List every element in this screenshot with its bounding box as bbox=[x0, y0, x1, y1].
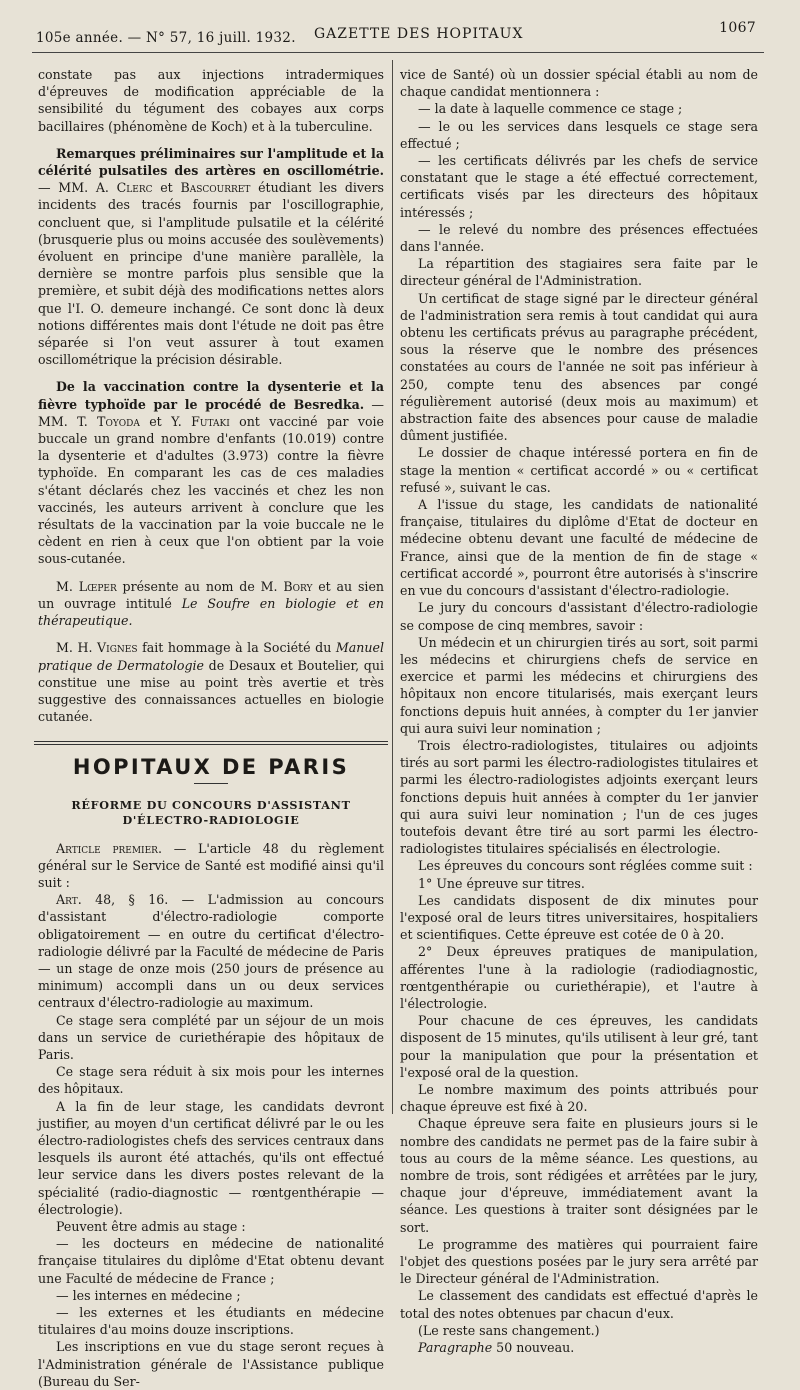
column-divider bbox=[392, 60, 393, 1114]
article-48: Art. 48, § 16. — L'admission au concours d'assistant d'électro-radiologie comporte obligatoirement — en outre du certificat d'électro-radiologie délivré par la Faculté de médecine de Paris — un stage de onze mois (250 jours de présence au minimum) accompli dans un ou deux services centraux d'électro-radiologie au maximum. bbox=[38, 892, 384, 1011]
paragraph: Le nombre maximum des points attribués pour chaque épreuve est fixé à 20. bbox=[400, 1081, 758, 1115]
remarques-title: Remarques préliminaires sur l'amplitude et la célérité pulsatiles des artères en oscillométrie. bbox=[38, 145, 384, 179]
paragraph: Pour chacune de ces épreuves, les candidats disposent de 15 minutes, qu'ils utilisent à leur gré, tant pour la manipulation que pour la présentation et l'exposé oral de la question. bbox=[400, 1013, 758, 1080]
paragraph: Un médecin et un chirurgien tirés au sort, soit parmi les médecins et chirurgiens chefs de service en exercice et parmi les médecins et chirurgiens des hôpitaux non encore titularisés, mais exerçant leurs fonctions depuis huit années, à compter du 1er janvier qui aura suivi leur nomination ; bbox=[400, 634, 758, 736]
paragraph: Trois électro-radiologistes, titulaires ou adjoints tirés au sort parmi les électro-radiologistes titulaires et parmi les électro-radiologistes adjoints exerçant leurs fonctions depuis huit années à compter du 1er janvier qui aura suivi leur nomination ; l'un de ces juges toutefois devant être tiré au sort parmi les électro-radiologistes titulaires spécialisés en électrologie. bbox=[400, 737, 758, 857]
journal-title: GAZETTE DES HOPITAUX bbox=[314, 26, 524, 42]
paragraph: Le programme des matières qui pourraient faire l'objet des questions posées par le jury sera arrêté par le Directeur général de l'Administration. bbox=[400, 1236, 758, 1287]
issue-info: 105e année. — N° 57, 16 juill. 1932. bbox=[36, 30, 296, 46]
vaccination-paragraph: De la vaccination contre la dysenterie et la fièvre typhoïde par le procédé de Besredka. — MM. T. Toyoda et Y. Futaki ont vacciné par voie buccale un grand nombre d'enfants (10.019) contre la dysenterie et d'adultes (3.973) contre la fièvre typhoïde. En comparant les cas de ces maladies s'étant déclarés chez les vaccinés et chez les non vaccinés, les auteurs arrivent à conclure que les résultats de la vaccination par la voie buccale ne le cèdent en rien à ceux que l'on obtient par la voie sous-cutanée. bbox=[38, 379, 385, 567]
paragraph: Le jury du concours d'assistant d'électro-radiologie se compose de cinq membres, savoir : bbox=[400, 600, 758, 633]
paragraph: Un certificat de stage signé par le directeur général de l'administration sera remis à tout candidat qui aura obtenu les certificats prévus au paragraphe précédent, sous la réserve que le nombre des présences constatées au cours de l'année ne soit pas inférieur à 250, compte tenu des absences par congé régulièrement autorisé (deux mois au maximum) et abstraction faite des absences pour cause de maladie dûment justifiée. bbox=[400, 290, 758, 444]
author-name: Clerc bbox=[116, 180, 153, 196]
remarques-paragraph: Remarques préliminaires sur l'amplitude et la célérité pulsatiles des artères en oscillométrie. — MM. A. Clerc et Bascourret étudiant les divers incidents des tracés fournis par l'oscillographie, concluent que, si l'amplitude pulsatile et la célérité (brusquerie plus ou moins accusée des soulèvements) évoluent en principe d'une manière parallèle, la dernière se montre parfois plus sensible que la première, et subit déjà des modifications nettes alors que l'I. O. demeure inchangé. Ce sont donc là deux notions différentes mais dont l'étude ne doit pas être séparée si l'on veut assurer à tout examen oscillométrique la précision désirable. bbox=[38, 145, 384, 368]
vignes-paragraph: M. H. Vignes fait hommage à la Société du Manuel pratique de Dermatologie de Desaux et Boutelier, qui constitue une mise au point très avertie et très suggestive des connaissances actuelles en biologie cutanée. bbox=[38, 640, 384, 725]
paragraph: A la fin de leur stage, les candidats devront justifier, au moyen d'un certificat délivré par le ou les électro-radiologistes chefs des services centraux dans lesquels ils auront été attachés, qu'ils ont effectué leur service dans les divers postes relevant de la spécialité (radio-diagnostic — rœntgenthérapie — électrologie). bbox=[38, 1098, 384, 1217]
paragraph: Chaque épreuve sera faite en plusieurs jours si le nombre des candidats ne permet pas de la faire subir à tous au cours de la même séance. Les questions, au nombre de trois, sont rédigées et arrêtées par le jury, chaque jour d'épreuve, immédiatement avant la séance. Les questions à traiter sont désignées par le sort. bbox=[400, 1116, 758, 1235]
paragraph: Les épreuves du concours sont réglées comme suit : bbox=[418, 858, 753, 874]
author-name: Futaki bbox=[191, 413, 230, 429]
paragraph: — les internes en médecine ; bbox=[56, 1287, 241, 1303]
section-separator bbox=[34, 741, 388, 745]
right-column bbox=[400, 66, 758, 1356]
paragraph: — les certificats délivrés par les chefs de service constatant que le stage a été effectué correctement, certificats visés par les directeurs des hôpitaux intéressés ; bbox=[400, 153, 758, 220]
paragraph: 1° Une épreuve sur titres. bbox=[418, 875, 585, 891]
header-rule bbox=[32, 52, 764, 53]
vaccination-title: De la vaccination contre la dysenterie et la fièvre typhoïde par le procédé de Besredka. bbox=[38, 379, 384, 412]
book-title: Le Soufre en biologie et en thérapeutique. bbox=[38, 595, 384, 629]
intro-paragraph: constate pas aux injections intradermiques d'épreuves de modification appréciable de la sensibilité du tégument des cobayes aux corps bacillaires (phénomène de Koch) et à la tuberculine. bbox=[38, 67, 384, 134]
left-paragraphs bbox=[38, 1012, 384, 1390]
page-header bbox=[36, 18, 756, 46]
article-premier: Article premier. — L'article 48 du règlement général sur le Service de Santé est modifié ainsi qu'il suit : bbox=[38, 840, 384, 890]
author-name: Toyoda bbox=[97, 413, 140, 429]
paragraph: 2° Deux épreuves pratiques de manipulation, afférentes l'une à la radiologie (radiodiagnostic, rœntgenthérapie ou curiethérapie), et l'autre à l'électrologie. bbox=[400, 944, 758, 1011]
paragraph: A l'issue du stage, les candidats de nationalité française, titulaires du diplôme d'Etat de docteur en médecine obtenu devant une faculté de médecine de France, ainsi que de la mention de fin de stage « certificat accordé », pourront être autorisés à s'inscrire en vue du concours d'assistant d'électro-radiologie. bbox=[400, 497, 758, 599]
author-name: Lœper bbox=[78, 578, 117, 594]
paragraph: — les docteurs en médecine de nationalité française titulaires du diplôme d'Etat obtenu devant une Faculté de médecine de France ; bbox=[38, 1236, 384, 1286]
paragraph: Peuvent être admis au stage : bbox=[56, 1218, 246, 1234]
subheading: RÉFORME DU CONCOURS D'ASSISTANT D'ÉLECTRO-RADIOLOGIE bbox=[71, 797, 351, 827]
right-paragraphs bbox=[400, 66, 758, 1339]
author-name: Bascourret bbox=[180, 180, 251, 196]
paragraph: — le relevé du nombre des présences effectuées dans l'année. bbox=[400, 221, 758, 255]
paragraph: La répartition des stagiaires sera faite par le directeur général de l'Administration. bbox=[400, 256, 758, 289]
section-title: HOPITAUX DE PARIS bbox=[72, 755, 350, 780]
paragraph: Le dossier de chaque intéressé portera en fin de stage la mention « certificat accordé » ou « certificat refusé », suivant le cas. bbox=[400, 445, 758, 495]
paragraph: — le ou les services dans lesquels ce stage sera effectué ; bbox=[400, 118, 758, 151]
paragraph: — la date à laquelle commence ce stage ; bbox=[418, 101, 683, 117]
author-name: Bory bbox=[283, 578, 313, 594]
paragraph: Ce stage sera réduit à six mois pour les internes des hôpitaux. bbox=[38, 1064, 384, 1097]
author-name: Vignes bbox=[97, 640, 138, 656]
paragraph: Ce stage sera complété par un séjour de un mois dans un service de curiethérapie des hôpitaux de Paris. bbox=[38, 1012, 384, 1062]
closing-line: Paragraphe 50 nouveau. bbox=[418, 1340, 575, 1356]
page-number: 1067 bbox=[719, 20, 756, 36]
book-title: Manuel pratique de Dermatologie bbox=[38, 640, 384, 673]
paragraph: Les inscriptions en vue du stage seront reçues à l'Administration générale de l'Assistance publique (Bureau du Ser- bbox=[38, 1339, 384, 1389]
paragraph: vice de Santé) où un dossier spécial établi au nom de chaque candidat mentionnera : bbox=[400, 67, 758, 100]
left-column bbox=[38, 66, 384, 1390]
title-rule bbox=[194, 783, 228, 784]
paragraph: (Le reste sans changement.) bbox=[418, 1322, 600, 1338]
paragraph: Les candidats disposent de dix minutes pour l'exposé oral de leurs titres universitaires, hospitaliers et scientifiques. Cette épreuve est cotée de 0 à 20. bbox=[400, 892, 758, 943]
paragraph: — les externes et les étudiants en médecine titulaires d'au moins douze inscriptions. bbox=[38, 1305, 384, 1338]
paragraph: Le classement des candidats est effectué d'après le total des notes obtenues par chacun d'eux. bbox=[400, 1288, 758, 1321]
loeper-paragraph: M. Lœper présente au nom de M. Bory et au sien un ouvrage intitulé Le Soufre en biologie et en thérapeutique. bbox=[38, 578, 385, 629]
